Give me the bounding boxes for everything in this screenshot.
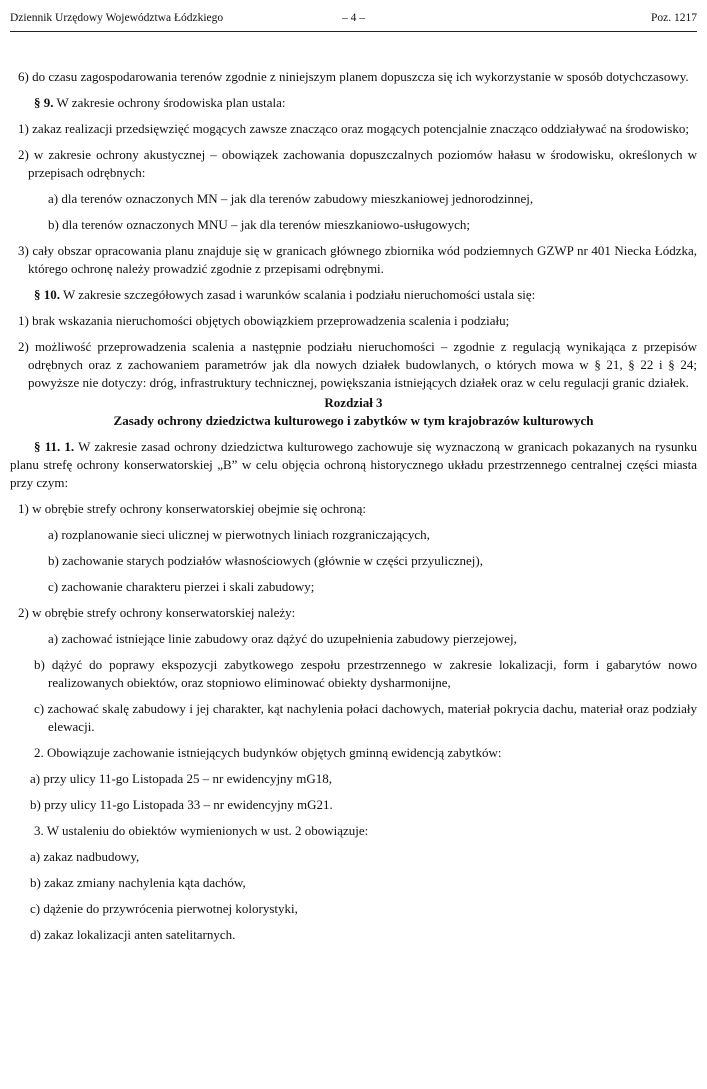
section11-intro <box>10 438 697 492</box>
section9-intro-text: W zakresie ochrony środowiska plan ustala: <box>53 95 286 110</box>
section11-ust3a: a) zakaz nadbudowy, <box>30 849 140 864</box>
section10-intro <box>10 286 697 304</box>
section11-item2a: a) zachować istniejące linie zabudowy oraz dążyć do uzupełnienia zabudowy pierzejowej, <box>48 631 517 646</box>
chapter-subtitle: Zasady ochrony dziedzictwa kulturowego i zabytków w tym krajobrazów kulturowych <box>113 413 594 428</box>
chapter-title: Rozdział 3 <box>324 395 383 410</box>
page-number: – 4 – <box>342 12 365 24</box>
section8-item6: 6) do czasu zagospodarowania terenów zgodnie z niniejszym planem dopuszcza się ich wykorzystanie w sposób dotychczasowy. <box>18 69 689 84</box>
section11-ust3d: d) zakaz lokalizacji anten satelitarnych. <box>30 927 236 942</box>
section9-item2: 2) w zakresie ochrony akustycznej – obowiązek zachowania dopuszczalnych poziomów hałasu w środowisku, określonych w przepisach odrębnych: <box>18 147 697 180</box>
section9-item2b: b) dla terenów oznaczonych MNU – jak dla terenów mieszkaniowo-usługowych; <box>48 217 471 232</box>
section10-label: § 10. <box>34 287 60 302</box>
section11-intro-text: W zakresie zasad ochrony dziedzictwa kulturowego zachowuje się wyznaczoną w granicach pokazanych na rysunku planu strefę ochrony konserwatorskiej „B” w celu objęcia ochroną historycznego układu przestrzennego centralnej części miasta przy czym: <box>10 439 697 490</box>
section11-item1a: a) rozplanowanie sieci ulicznej w pierwotnych liniach rozgraniczających, <box>48 527 430 542</box>
header-divider <box>10 31 697 32</box>
section9-label: § 9. <box>34 95 54 110</box>
section11-ust2b: b) przy ulicy 11-go Listopada 33 – nr ewidencyjny mG21. <box>30 797 333 812</box>
section9-item3: 3) cały obszar opracowania planu znajduje się w granicach głównego zbiornika wód podziemnych GZWP nr 401 Niecka Łódzka, którego ochronę należy prowadzić zgodnie z przepisami odrębnymi. <box>18 243 697 276</box>
section11-ust2: 2. Obowiązuje zachowanie istniejących budynków objętych gminną ewidencją zabytków: <box>34 745 502 760</box>
section9-item1: 1) zakaz realizacji przedsięwzięć mogących zawsze znacząco oraz mogących potencjalnie znacząco oddziaływać na środowisko; <box>18 121 689 136</box>
section10-item1: 1) brak wskazania nieruchomości objętych obowiązkiem przeprowadzenia scalenia i podziału; <box>18 313 510 328</box>
journal-title: Dziennik Urzędowy Województwa Łódzkiego <box>10 12 224 24</box>
section10-intro-text: W zakresie szczegółowych zasad i warunków scalania i podziału nieruchomości ustala się: <box>60 287 536 302</box>
section10-item2: 2) możliwość przeprowadzenia scalenia a następnie podziału nieruchomości – zgodnie z regulacją wynikająca z przepisów odrębnych oraz z zachowaniem parametrów jak dla nowych działek budowlanych, o których mowa w § 21, § 22 i § 24; powyższe nie dotyczy: dróg, infrastruktury technicznej, powiększania istniejących działek oraz w celu regulacji granic działek. <box>18 339 697 390</box>
section11-ust2a: a) przy ulicy 11-go Listopada 25 – nr ewidencyjny mG18, <box>30 771 333 786</box>
section11-ust3b: b) zakaz zmiany nachylenia kąta dachów, <box>30 875 246 890</box>
section11-ust3: 3. W ustaleniu do obiektów wymienionych w ust. 2 obowiązuje: <box>34 823 369 838</box>
section11-ust3c: c) dążenie do przywrócenia pierwotnej kolorystyki, <box>30 901 298 916</box>
section11-item2: 2) w obrębie strefy ochrony konserwatorskiej należy: <box>18 605 296 620</box>
position-number: Poz. 1217 <box>651 12 697 24</box>
section11-item1c: c) zachowanie charakteru pierzei i skali zabudowy; <box>48 579 315 594</box>
page-header <box>10 10 697 26</box>
section11-item2c: c) zachować skalę zabudowy i jej charakter, kąt nachylenia połaci dachowych, materiał pokrycia dachu, materiał oraz podziały elewacji. <box>34 701 697 734</box>
section9-intro <box>10 94 697 112</box>
section11-label: § 11. 1. <box>34 439 75 454</box>
section11-item1b: b) zachowanie starych podziałów własnościowych (głównie w części przyulicznej), <box>48 553 483 568</box>
document-body <box>10 68 697 944</box>
section11-item1: 1) w obrębie strefy ochrony konserwatorskiej obejmie się ochroną: <box>18 501 367 516</box>
section11-item2b: b) dążyć do poprawy ekspozycji zabytkowego zespołu przestrzennego w zakresie lokalizacji, form i gabarytów nowo realizowanych obiektów, oraz stopniowo eliminować obiekty dysharmonijne, <box>34 657 697 690</box>
section9-item2a: a) dla terenów oznaczonych MN – jak dla terenów zabudowy mieszkaniowej jednorodzinnej, <box>48 191 534 206</box>
